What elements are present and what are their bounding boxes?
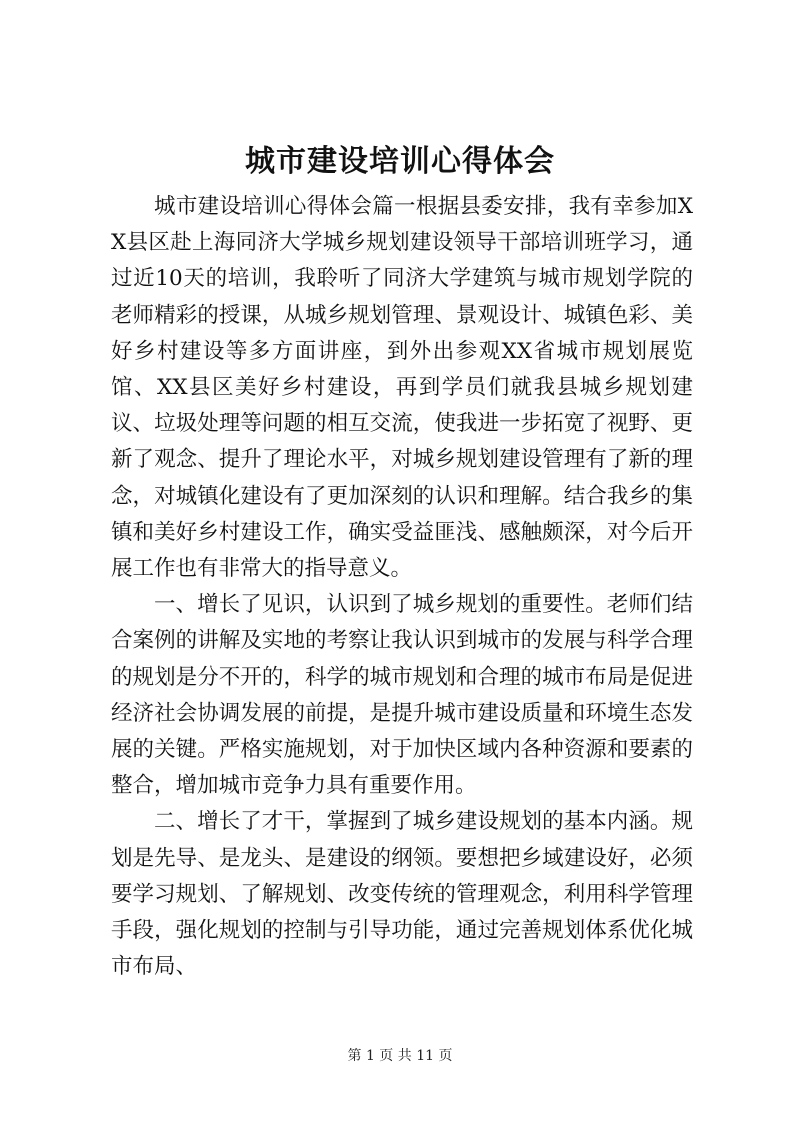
paragraph-intro: 城市建设培训心得体会篇一根据县委安排，我有幸参加XX县区赴上海同济大学城乡规划建设领导干部培训班学习，通过近10天的培训，我聆听了同济大学建筑与城市规划学院的老师精彩的授课，从城乡规划管理、景观设计、城镇色彩、美好乡村建设等多方面讲座，到外出参观XX省城市规划展览馆、XX县区美好乡村建设，再到学员们就我县城乡规划建议、垃圾处理等问题的相互交流，使我进一步拓宽了视野、更新了观念、提升了理论水平，对城乡规划建设管理有了新的理念，对城镇化建设有了更加深刻的认识和理解。结合我乡的集镇和美好乡村建设工作，确实受益匪浅、感触颇深，对今后开展工作也有非常大的指导意义。: [111, 194, 693, 582]
paragraph-point-two: 二、增长了才干，掌握到了城乡建设规划的基本内涵。规划是先导、是龙头、是建设的纲领。要想把乡域建设好，必须要学习规划、了解规划、改变传统的管理观念，利用科学管理手段，强化规划的控制与引导功能，通过完善规划体系优化城市布局、: [111, 809, 693, 980]
page-number-footer: 第 1 页 共 11 页: [347, 1048, 453, 1064]
document-body: [111, 189, 693, 985]
paragraph-point-one: 一、增长了见识，认识到了城乡规划的重要性。老师们结合案例的讲解及实地的考察让我认识到城市的发展与科学合理的规划是分不开的，科学的城市规划和合理的城市布局是促进经济社会协调发展的前提，是提升城市建设质量和环境生态发展的关键。严格实施规划，对于加快区域内各种资源和要素的整合，增加城市竞争力具有重要作用。: [111, 592, 693, 799]
document-title: 城市建设培训心得体会: [245, 144, 555, 179]
